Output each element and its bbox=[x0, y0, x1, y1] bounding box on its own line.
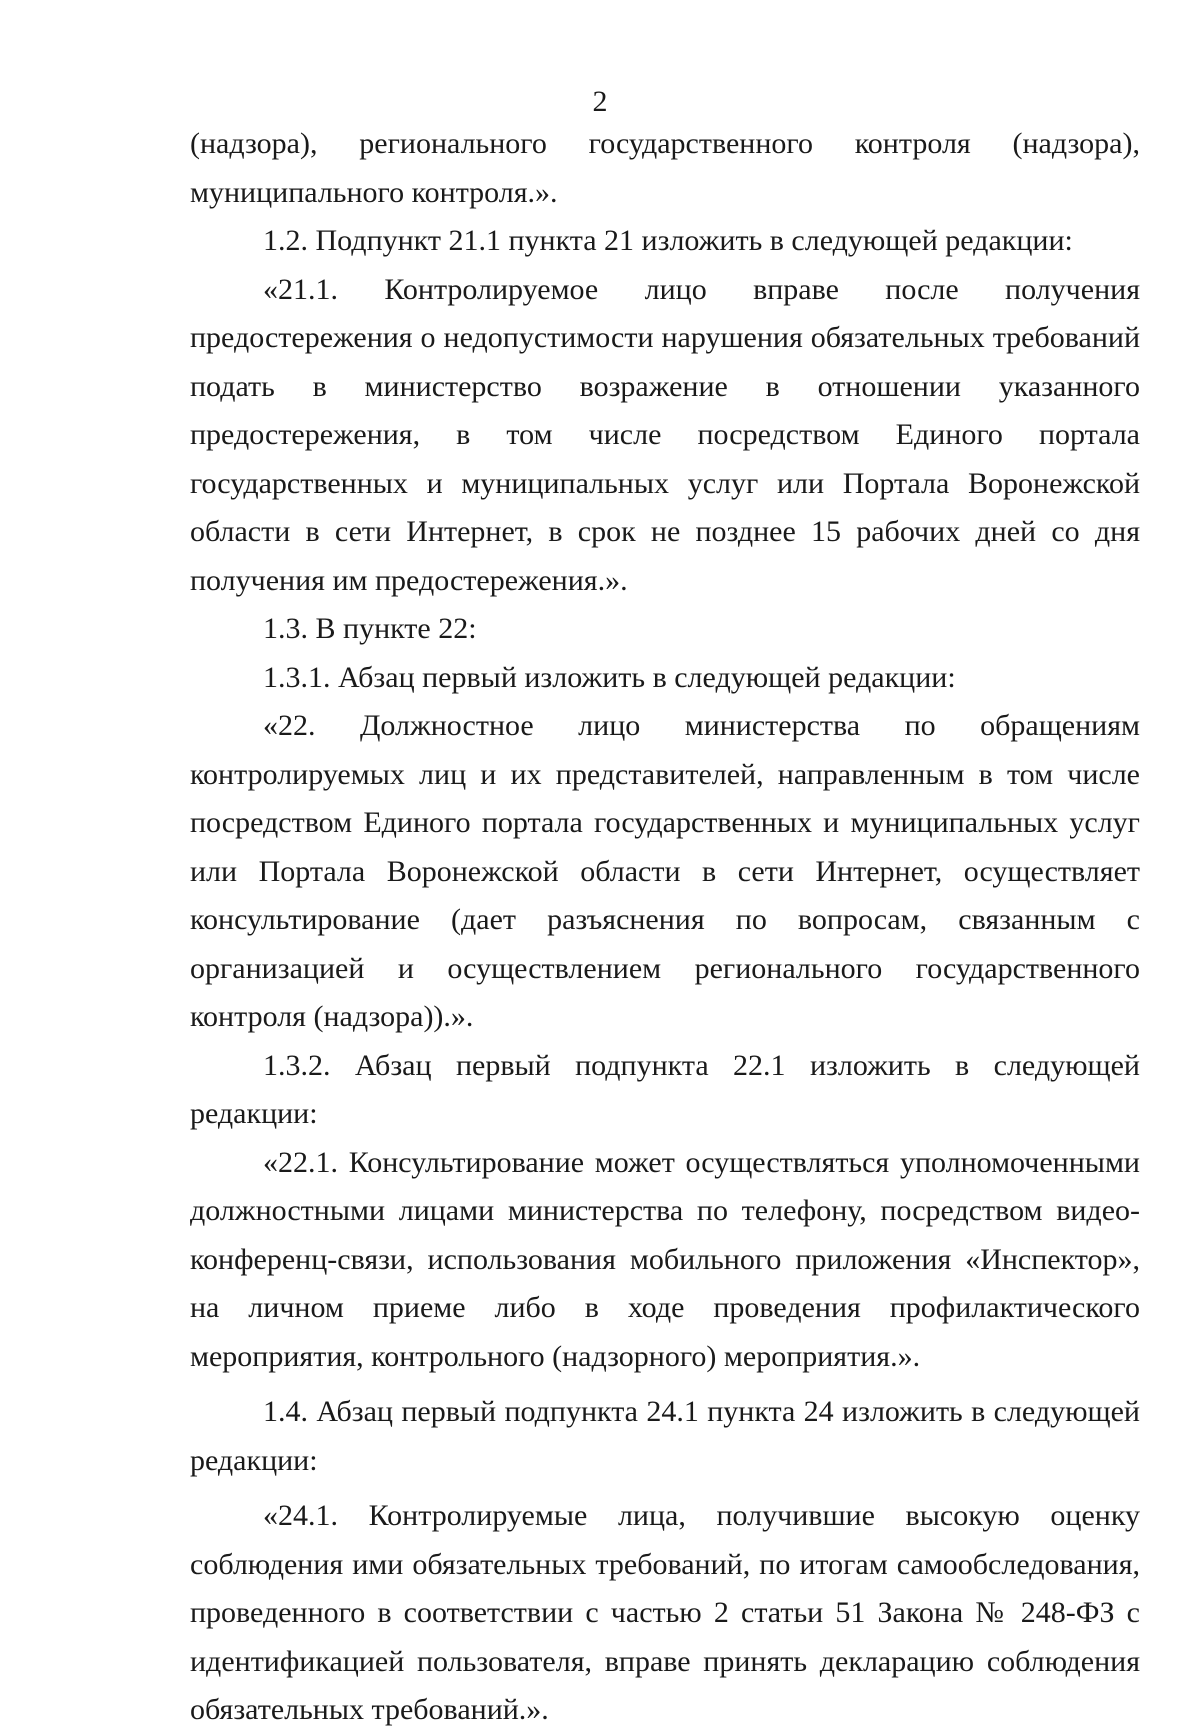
paragraph-quote-22: «22. Должностное лицо министерства по обращениям контролируемых лиц и их представителей, направленным в том числе посредством Единого портала государственных и муниципальных услуг или Портала Воронежской области в сети Интернет, осуществляет консультирование (дает разъяснения по вопросам, связанным с организацией и осуществлением регионального государственного контроля (надзора)).». bbox=[190, 709, 1140, 1033]
paragraph-continuation: (надзора), регионального государственного контроля (надзора), муниципального контроля.». bbox=[190, 127, 1140, 209]
paragraph-item-1-3-2: 1.3.2. Абзац первый подпункта 22.1 изложить в следующей редакции: bbox=[190, 1048, 1140, 1130]
paragraph-quote-21-1: «21.1. Контролируемое лицо вправе после получения предостережения о недопустимости нарушения обязательных требований подать в министерство возражение в отношении указанного предостережения, в том числе посредством Единого портала государственных и муниципальных услуг или Портала Воронежской области в сети Интернет, в срок не позднее 15 рабочих дней со дня получения им предостережения.». bbox=[190, 272, 1140, 597]
paragraph-quote-24-1: «24.1. Контролируемые лица, получившие высокую оценку соблюдения ими обязательных требований, по итогам самообследования, проведенного в соответствии с частью 2 статьи 51 Закона № 248-ФЗ с идентификацией пользователя, вправе принять декларацию соблюдения обязательных требований.». bbox=[190, 1499, 1140, 1726]
paragraph-item-1-2: 1.2. Подпункт 21.1 пункта 21 изложить в следующей редакции: bbox=[263, 224, 1073, 257]
paragraph-item-1-4: 1.4. Абзац первый подпункта 24.1 пункта 24 изложить в следующей редакции: bbox=[190, 1395, 1140, 1477]
paragraph-item-1-3-1: 1.3.1. Абзац первый изложить в следующей редакции: bbox=[263, 660, 956, 694]
paragraph-item-1-3: 1.3. В пункте 22: bbox=[263, 612, 477, 645]
document-body bbox=[190, 120, 1140, 1735]
page-number: 2 bbox=[592, 85, 608, 118]
paragraph-quote-22-1: «22.1. Консультирование может осуществляться уполномоченными должностными лицами министерства по телефону, посредством видео-конференц-связи, использования мобильного приложения «Инспектор», на личном приеме либо в ходе проведения профилактического мероприятия, контрольного (надзорного) мероприятия.». bbox=[190, 1145, 1140, 1373]
